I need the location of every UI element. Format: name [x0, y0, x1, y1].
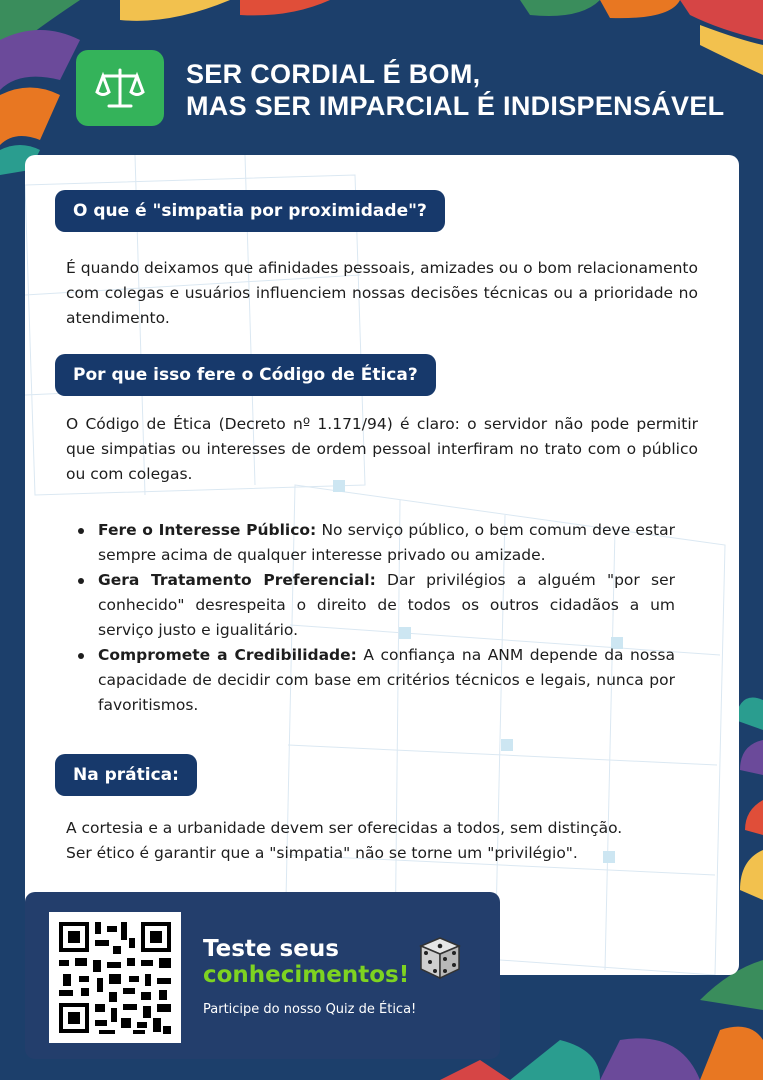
- bullet-title: Compromete a Credibilidade:: [98, 646, 357, 664]
- list-item: [70, 518, 675, 568]
- practice-line-2: Ser ético é garantir que a "simpatia" não se torne um "privilégio".: [66, 844, 578, 862]
- quiz-title-line-2: conhecimentos!: [203, 962, 410, 988]
- title-line-2: MAS SER IMPARCIAL É INDISPENSÁVEL: [186, 91, 725, 121]
- qr-code[interactable]: [49, 912, 181, 1043]
- quiz-subtitle: Participe do nosso Quiz de Ética!: [203, 1002, 417, 1017]
- quiz-banner: [25, 892, 500, 1059]
- bullet-text: Dar privilégios a alguém "por ser conhecido" desrespeita o direito de todos os outros cidadãos a um serviço justo e igualitário.: [98, 571, 675, 639]
- dice-icon: [417, 936, 463, 982]
- list-item: [70, 568, 675, 643]
- heading-why: Por que isso fere o Código de Ética?: [55, 354, 436, 396]
- qr-code-image: [49, 912, 181, 1043]
- page-title: [186, 58, 724, 122]
- title-line-1: SER CORDIAL É BOM,: [186, 59, 481, 89]
- heading-what: O que é "simpatia por proximidade"?: [55, 190, 445, 232]
- list-item: [70, 643, 675, 718]
- heading-practice: Na prática:: [55, 754, 197, 796]
- paragraph-what: É quando deixamos que afinidades pessoais, amizades ou o bom relacionamento com colegas e usuários influenciem nossas decisões técnicas ou a prioridade no atendimento.: [66, 259, 698, 327]
- header: [76, 50, 743, 130]
- paragraph-why: O Código de Ética (Decreto nº 1.171/94) é claro: o servidor não pode permitir que simpatias ou interesses de ordem pessoal interfiram no trato com o público ou com colegas.: [66, 415, 698, 483]
- bullet-title: Gera Tratamento Preferencial:: [98, 571, 376, 589]
- quiz-title-line-1: Teste seus: [203, 936, 339, 962]
- bullet-list: [70, 518, 675, 718]
- bullet-text: No serviço público, o bem comum deve estar sempre acima de qualquer interesse privado ou amizade.: [98, 521, 675, 564]
- bullet-title: Fere o Interesse Público:: [98, 521, 317, 539]
- bullet-text: A confiança na ANM depende da nossa capacidade de decidir com base em critérios técnicos e legais, nunca por favoritismos.: [98, 646, 675, 714]
- scales-icon: [95, 66, 145, 110]
- practice-line-1: A cortesia e a urbanidade devem ser oferecidas a todos, sem distinção.: [66, 819, 623, 837]
- logo-badge: [76, 50, 164, 126]
